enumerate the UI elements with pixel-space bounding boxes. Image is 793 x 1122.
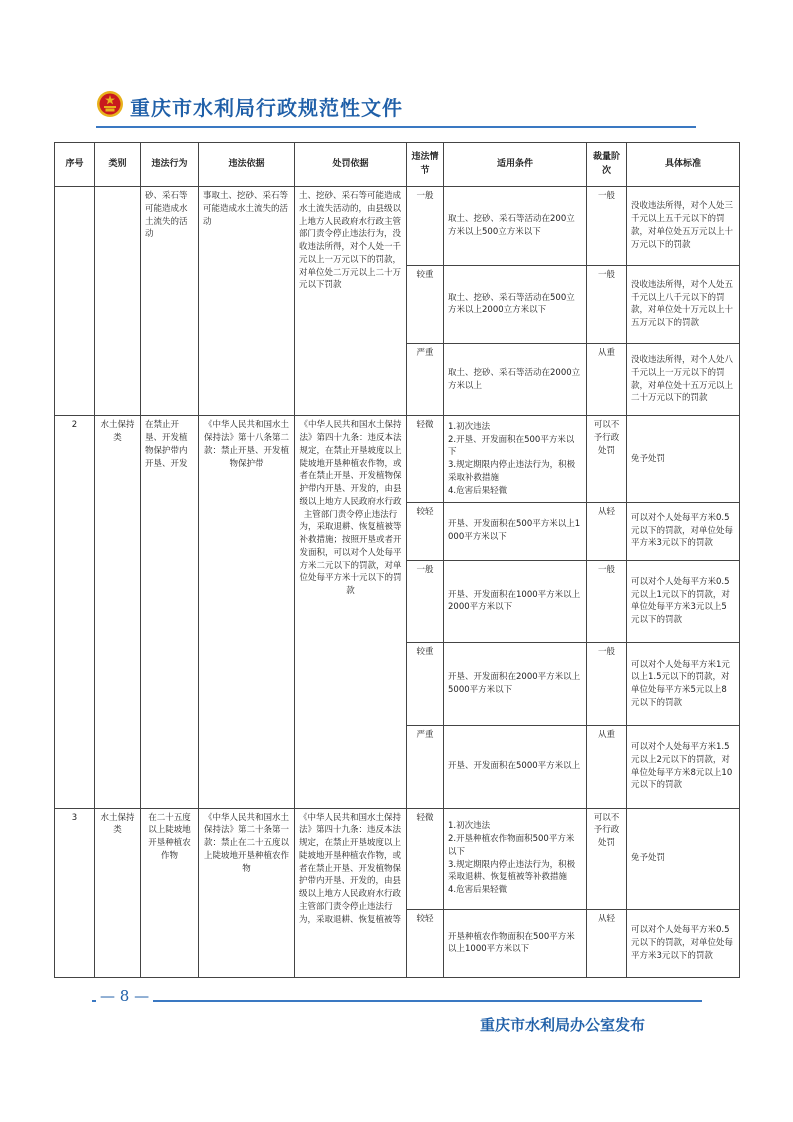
circumstance-cell: 较重 bbox=[407, 265, 444, 344]
column-header: 违法行为 bbox=[141, 143, 199, 187]
condition-cell: 1.初次违法 2.开垦种植农作物面积500平方米以下 3.规定期限内停止违法行为，积极采取退耕、恢复植被等补救措施 4.危害后果轻微 bbox=[444, 808, 587, 909]
condition-cell: 开垦、开发面积在1000平方米以上2000平方米以下 bbox=[444, 560, 587, 643]
discretion-stage-cell: 可以不予行政处罚 bbox=[587, 416, 627, 502]
condition-cell: 取土、挖砂、采石等活动在200立方米以上500立方米以下 bbox=[444, 187, 587, 266]
column-header: 适用条件 bbox=[444, 143, 587, 187]
category-cell bbox=[95, 187, 141, 416]
row-number-cell: 2 bbox=[55, 416, 95, 808]
behavior-cell: 在禁止开垦、开发植物保护带内开垦、开发 bbox=[141, 416, 199, 808]
discretion-stage-cell: 从轻 bbox=[587, 502, 627, 560]
discretion-stage-cell: 从重 bbox=[587, 344, 627, 416]
basis-cell: 《中华人民共和国水土保持法》第十八条第二款：禁止开垦、开发植物保护带 bbox=[199, 416, 295, 808]
behavior-cell: 在二十五度以上陡坡地开垦种植农作物 bbox=[141, 808, 199, 978]
circumstance-cell: 较轻 bbox=[407, 502, 444, 560]
penalty-basis-cell: 《中华人民共和国水土保持法》第四十九条：违反本法规定，在禁止开垦坡度以上陡坡地开垦种植农作物，或者在禁止开垦、开发植物保护带内开垦、开发的，由县级以上地方人民政府水行政主管部门责令停止违法行为，采取退耕、恢复植被等补救措施；按照开垦或者开发面积，可以对个人处每平方米二元以下的罚款，对单位处每平方米十元以下的罚款 bbox=[295, 416, 407, 808]
page-number: — 8 — bbox=[96, 987, 153, 1005]
penalty-basis-cell: 土、挖砂、采石等可能造成水土流失活动的，由县级以上地方人民政府水行政主管部门责令停止违法行为，没收违法所得，对个人处一千元以上一万元以下的罚款，对单位处二万元以上二十万元以下罚款 bbox=[295, 187, 407, 416]
discretion-stage-cell: 从重 bbox=[587, 725, 627, 808]
behavior-cell: 砂、采石等可能造成水土流失的活动 bbox=[141, 187, 199, 416]
standard-cell: 可以对个人处每平方米0.5元以上1元以下的罚款，对单位处每平方米3元以上5元以下的罚款 bbox=[627, 560, 740, 643]
discretion-stage-cell: 可以不予行政处罚 bbox=[587, 808, 627, 909]
column-header: 类别 bbox=[95, 143, 141, 187]
condition-cell: 开垦、开发面积在5000平方米以上 bbox=[444, 725, 587, 808]
circumstance-cell: 严重 bbox=[407, 344, 444, 416]
standard-cell: 可以对个人处每平方米1.5元以上2元以下的罚款，对单位处每平方米8元以上10元以下的罚款 bbox=[627, 725, 740, 808]
circumstance-cell: 严重 bbox=[407, 725, 444, 808]
table-row bbox=[55, 416, 740, 502]
row-number-cell bbox=[55, 187, 95, 416]
circumstance-cell: 一般 bbox=[407, 560, 444, 643]
circumstance-cell: 轻微 bbox=[407, 416, 444, 502]
standard-cell: 没收违法所得，对个人处三千元以上五千元以下的罚款，对单位处五万元以上十万元以下的罚款 bbox=[627, 187, 740, 266]
standard-cell: 可以对个人处每平方米1元以上1.5元以下的罚款，对单位处每平方米5元以上8元以下的罚款 bbox=[627, 643, 740, 726]
header-title: 重庆市水利局行政规范性文件 bbox=[130, 96, 403, 120]
circumstance-cell: 轻微 bbox=[407, 808, 444, 909]
header-divider bbox=[96, 126, 696, 128]
condition-cell: 取土、挖砂、采石等活动在500立方米以上2000立方米以下 bbox=[444, 265, 587, 344]
penalty-basis-cell: 《中华人民共和国水土保持法》第四十九条：违反本法规定，在禁止开垦坡度以上陡坡地开垦种植农作物，或者在禁止开垦、开发植物保护带内开垦、开发的，由县级以上地方人民政府水行政主管部门责令停止违法行为，采取退耕、恢复植被等 bbox=[295, 808, 407, 978]
standard-cell: 可以对个人处每平方米0.5元以下的罚款，对单位处每平方米3元以下的罚款 bbox=[627, 502, 740, 560]
discretion-stage-cell: 从轻 bbox=[587, 909, 627, 977]
condition-cell: 取土、挖砂、采石等活动在2000立方米以上 bbox=[444, 344, 587, 416]
condition-cell: 开垦、开发面积在2000平方米以上5000平方米以下 bbox=[444, 643, 587, 726]
category-cell: 水土保持类 bbox=[95, 808, 141, 978]
table-header-row bbox=[55, 143, 740, 187]
category-cell: 水土保持类 bbox=[95, 416, 141, 808]
discretion-stage-cell: 一般 bbox=[587, 265, 627, 344]
standard-cell: 没收违法所得，对个人处五千元以上八千元以下的罚款，对单位处十万元以上十五万元以下的罚款 bbox=[627, 265, 740, 344]
condition-cell: 1.初次违法 2.开垦、开发面积在500平方米以下 3.规定期限内停止违法行为，积极采取补救措施 4.危害后果轻微 bbox=[444, 416, 587, 502]
discretion-stage-cell: 一般 bbox=[587, 643, 627, 726]
standard-cell: 可以对个人处每平方米0.5元以下的罚款，对单位处每平方米3元以下的罚款 bbox=[627, 909, 740, 977]
table-row bbox=[55, 808, 740, 909]
discretion-stage-cell: 一般 bbox=[587, 560, 627, 643]
basis-cell: 《中华人民共和国水土保持法》第二十条第一款：禁止在二十五度以上陡坡地开垦种植农作物 bbox=[199, 808, 295, 978]
national-emblem-icon bbox=[96, 90, 124, 118]
column-header: 违法依据 bbox=[199, 143, 295, 187]
circumstance-cell: 较轻 bbox=[407, 909, 444, 977]
circumstance-cell: 较重 bbox=[407, 643, 444, 726]
row-number-cell: 3 bbox=[55, 808, 95, 978]
circumstance-cell: 一般 bbox=[407, 187, 444, 266]
column-header: 处罚依据 bbox=[295, 143, 407, 187]
condition-cell: 开垦、开发面积在500平方米以上1000平方米以下 bbox=[444, 502, 587, 560]
condition-cell: 开垦种植农作物面积在500平方米以上1000平方米以下 bbox=[444, 909, 587, 977]
standard-cell: 没收违法所得，对个人处八千元以上一万元以下的罚款，对单位处十五万元以上二十万元以下的罚款 bbox=[627, 344, 740, 416]
discretion-stage-cell: 一般 bbox=[587, 187, 627, 266]
publisher-label: 重庆市水利局办公室发布 bbox=[480, 1016, 646, 1034]
column-header: 具体标准 bbox=[627, 143, 740, 187]
document-header bbox=[92, 86, 692, 136]
column-header: 序号 bbox=[55, 143, 95, 187]
column-header: 违法情节 bbox=[407, 143, 444, 187]
table-row bbox=[55, 187, 740, 266]
footer-divider bbox=[92, 1000, 702, 1002]
column-header: 裁量阶次 bbox=[587, 143, 627, 187]
basis-cell: 事取土、挖砂、采石等可能造成水土流失的活动 bbox=[199, 187, 295, 416]
standard-cell: 免予处罚 bbox=[627, 808, 740, 909]
penalty-standard-table bbox=[54, 142, 740, 978]
standard-cell: 免予处罚 bbox=[627, 416, 740, 502]
